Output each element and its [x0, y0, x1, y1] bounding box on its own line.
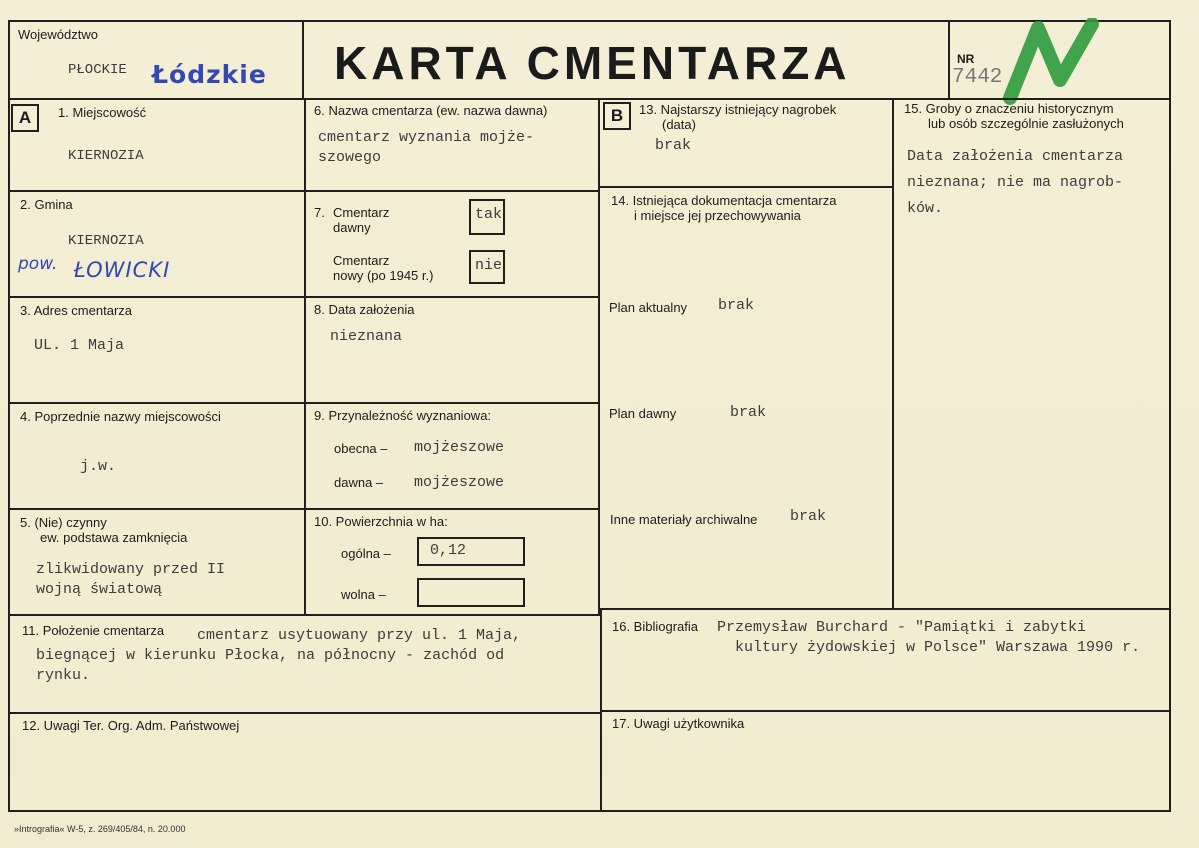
- field-1-cell: [8, 98, 306, 192]
- field-11-value-1: cmentarz usytuowany przy ul. 1 Maja,: [197, 627, 522, 644]
- field-15-value: Data założenia cmentarza nieznana; nie ma nagrob- ków.: [907, 148, 1124, 217]
- wojewodztwo-typed: PŁOCKIE: [68, 62, 127, 78]
- plan-aktualny-value: brak: [718, 297, 755, 314]
- field-7-dawny-label-1: Cmentarz: [333, 205, 390, 220]
- inne-label: Inne materiały archiwalne: [610, 512, 758, 527]
- field-16-label: 16. Bibliografia: [612, 619, 698, 634]
- field-13-label-2: (data): [662, 117, 696, 132]
- field-7-nowy-label-2: nowy (po 1945 r.): [333, 268, 434, 283]
- wojewodztwo-label: Województwo: [18, 27, 98, 42]
- field-3-value: UL. 1 Maja: [34, 337, 125, 354]
- field-5-label-2: ew. podstawa zamknięcia: [40, 530, 188, 545]
- field-7-label: 7.: [314, 205, 325, 220]
- section-a-marker: A: [11, 104, 39, 132]
- field-3-label: 3. Adres cmentarza: [20, 303, 132, 318]
- plan-dawny-label: Plan dawny: [609, 406, 677, 421]
- field-11-label: 11. Położenie cmentarza: [22, 623, 165, 638]
- field-10-ogolna-value: 0,12: [430, 542, 467, 559]
- field-10-label: 10. Powierzchnia w ha:: [314, 514, 448, 529]
- plan-aktualny-label: Plan aktualny: [609, 300, 688, 315]
- field-4-label: 4. Poprzednie nazwy miejscowości: [20, 409, 221, 424]
- field-6-label: 6. Nazwa cmentarza (ew. nazwa dawna): [314, 103, 548, 118]
- field-12-label: 12. Uwagi Ter. Org. Adm. Państwowej: [22, 718, 240, 733]
- field-8-label: 8. Data założenia: [314, 302, 415, 317]
- field-10-wolna-label: wolna –: [341, 587, 386, 602]
- inne-value: brak: [790, 508, 827, 525]
- green-mark-icon: [1000, 18, 1110, 108]
- field-2-label: 2. Gmina: [20, 197, 73, 212]
- field-15-label-2: lub osób szczególnie zasłużonych: [928, 116, 1124, 131]
- field-11-value-2: biegnącej w kierunku Płocka, na północny - zachód od rynku.: [36, 647, 505, 684]
- wojewodztwo-stamp: Łódzkie: [152, 60, 267, 89]
- field-4-value: j.w.: [80, 458, 117, 475]
- field-10-ogolna-label: ogólna –: [341, 546, 391, 561]
- field-6-value: cmentarz wyznania mojże- szowego: [318, 129, 535, 166]
- field-1-value: KIERNOZIA: [68, 148, 144, 164]
- nr-value: 7442: [952, 66, 1003, 89]
- field-15-label-1: 15. Groby o znaczeniu historycznym: [904, 101, 1114, 116]
- field-9-label: 9. Przynależność wyznaniowa:: [314, 408, 492, 423]
- nr-label: NR: [957, 52, 975, 66]
- field-16-value: Przemysław Burchard - "Pamiątki i zabytki kultury żydowskiej w Polsce" Warszawa 1990 r.: [717, 619, 1141, 656]
- field-7-nowy-label-1: Cmentarz: [333, 253, 390, 268]
- field-9-dawna-value: mojżeszowe: [414, 474, 505, 491]
- card-title: KARTA CMENTARZA: [334, 37, 851, 89]
- field-13-value: brak: [655, 137, 692, 154]
- field-17-label: 17. Uwagi użytkownika: [612, 716, 745, 731]
- plan-dawny-value: brak: [730, 404, 767, 421]
- field-14-cell: [598, 186, 894, 610]
- field-9-dawna-label: dawna –: [334, 475, 384, 490]
- field-9-obecna-value: mojżeszowe: [414, 439, 505, 456]
- field-2-hand-prefix: pow.: [18, 254, 58, 274]
- field-8-value: nieznana: [330, 328, 403, 345]
- field-10-wolna-box: [417, 578, 525, 607]
- field-1-label: 1. Miejscowość: [58, 105, 147, 120]
- field-2-hand-value: ŁOWICKI: [74, 258, 171, 282]
- field-7-dawny-label-2: dawny: [333, 220, 371, 235]
- field-5-value: zlikwidowany przed II wojną światową: [36, 561, 226, 598]
- field-7-nowy-value: nie: [475, 257, 503, 274]
- section-b-marker: B: [603, 102, 631, 130]
- field-9-obecna-label: obecna –: [334, 441, 388, 456]
- field-2-value: KIERNOZIA: [68, 233, 144, 249]
- field-14-label-2: i miejsce jej przechowywania: [634, 208, 801, 223]
- printer-footer: »Intrografia« W-5, z. 269/405/84, n. 20.000: [14, 824, 186, 834]
- field-14-label-1: 14. Istniejąca dokumentacja cmentarza: [611, 193, 837, 208]
- field-7-dawny-value: tak: [475, 206, 503, 223]
- field-5-label-1: 5. (Nie) czynny: [20, 515, 107, 530]
- field-13-label-1: 13. Najstarszy istniejący nagrobek: [639, 102, 837, 117]
